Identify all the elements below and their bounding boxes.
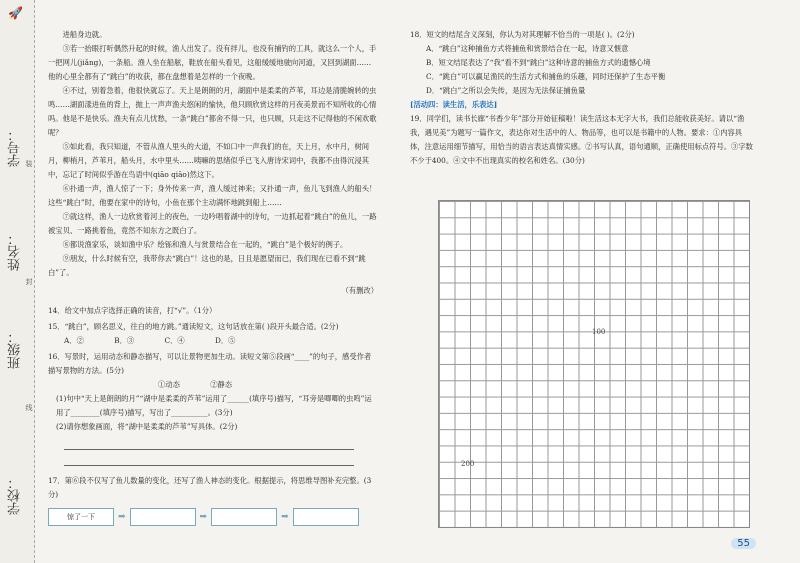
paragraph: ⑦就这样，渔人一边欣赏着河上的夜色，一边吟唱着湖中的诗句，一边抓起着“跳白”的鱼儿，一路被宝贝、一路挑着鱼，竟然不知东方之既白了。 — [48, 212, 377, 235]
option-a[interactable]: A．② — [64, 336, 84, 345]
arrow-right-icon: ➡ — [199, 512, 208, 522]
option-dynamic: ①动态 — [158, 380, 180, 389]
flow-box-blank[interactable] — [211, 508, 277, 526]
word-count-marker-200: 200 — [461, 460, 475, 468]
option-d[interactable]: D．⑤ — [215, 336, 236, 345]
paragraph: ⑤如此看，我只知道，不管从渔人里头的大道，不如口中一声我们的在，天上月，水中月，树间月，柳梢月，芦苇月，船头月，水中里头……咦嘛的思绪似乎已飞入唐诗宋词中，我都不由得沉浸其中，忘记了时间似乎游在鸟语中(qiāo qiāo)然这下。 — [48, 142, 370, 179]
binding-mark: 装 — [25, 160, 33, 167]
question-18: 18．短文的结尾含义深刻，你认为对其理解不恰当的一项是( )。(2分) — [410, 30, 635, 39]
question-16: 16．写景时，运用动态和静态描写，可以让景物更加生动。读短文第⑤段画“____”的句子，感受作者描写景物的方法。(5分) — [48, 352, 372, 375]
q16-options — [48, 378, 378, 392]
word-count-marker-100: 100 — [592, 328, 606, 336]
option-b[interactable]: B．短文结尾表达了“我”看不到“跳白”这种诗意的捕鱼方式的遗憾心境 — [426, 58, 651, 67]
q15-options — [48, 334, 378, 348]
paragraph: ⑧都说渔家乐，谈如渔中乐？绘铄和渔人与赏景结合在一起的，“跳白”是个极好的例子。 — [62, 240, 348, 249]
school-label: 学校： — [8, 476, 23, 515]
paragraph: ⑥扑通一声，渔人惊了一下；身外传来一声，渔人缓过神来；又扑通一声，鱼儿飞到渔人的船头！这些“跳白”时，他要在家中的诗句，小鱼在那个主动满怀地跳到船上…… — [48, 184, 377, 207]
question-17: 17．第⑥段不仅写了鱼儿数量的变化，还写了渔人神态的变化。根据提示，将思维导图补充完整。(3分) — [48, 476, 372, 499]
question-16-part1: (1)句中“天上是朗朗的月”“湖中是柔柔的芦苇”运用了______(填序号)描写，“耳旁是唧唧的虫鸣”运用了________(填序号)描写，写出了__________。(3分) — [56, 394, 372, 417]
answer-line[interactable] — [64, 438, 354, 450]
question-16-part2: (2)请你想象画面，将“湖中是柔柔的芦苇”写具体。(2分) — [56, 422, 238, 431]
question-14: 14．给文中加点字选择正确的读音，打“√”。（1分） — [48, 306, 217, 315]
arrow-right-icon: ➡ — [118, 512, 126, 522]
class-label: 班级： — [8, 330, 23, 369]
student-id-label: 学号： — [8, 128, 23, 167]
answer-line[interactable] — [64, 454, 354, 466]
paragraph: ⑨朋友，什么时候有空，我带你去“跳白”！这也的是，日且是愿望而已，我们现在已看不到“跳白”了。 — [48, 254, 366, 277]
option-d[interactable]: D．“跳白”之所以会失传，是因为无法保证捕鱼量 — [426, 86, 586, 95]
binding-mark: 线 — [25, 404, 33, 411]
flow-box-first: 惊了一下 — [48, 508, 114, 526]
rocket-icon: 🚀 — [8, 6, 23, 20]
binding-mark: 封 — [25, 278, 33, 285]
paragraph: ④不过，别着急着，他很快就忘了。天上是朗朗的月，湖面中是柔柔的芦苇，耳边是清脆婉转的虫鸣……湖面漾进鱼的背上，抛上一声声渔夫悠闲的愉快，他只顾欣赏这样的月夜美景而不知所收的心情吗。他是不是快乐。渔夫有点儿忧愁，一条“跳白”都舍不得一只，也只顾，只走这不记得他的不闲欢歌呢？ — [48, 86, 377, 137]
right-column — [410, 28, 756, 168]
question-19: 19．同学们，读书长廊“书香少年”部分开始征稿啦！读生活这本无字大书，我们总能收获美好。请以“渔我，遇见美”为题写一篇作文，表达你对生活中的人、物品等，也可以是书籍中的人物。要求：①内容具体，注意运用细节描写，用恰当的语言表达真情实感。②书写认真，语句通顺，正确使用标点符号。③字数不少于400。④文中不出现真实的校名和姓名。(30分) — [410, 114, 753, 165]
activity-header: [活动四：读生活，乐表达] — [410, 100, 498, 109]
name-label: 姓名： — [8, 232, 23, 271]
flow-box-blank[interactable] — [293, 508, 359, 526]
option-c[interactable]: C．“跳白”可以赢足渔民的生活方式和捕鱼的乐趣，同时还保护了生态平衡 — [426, 72, 666, 81]
left-column — [48, 28, 378, 526]
arrow-right-icon: ➡ — [281, 512, 289, 522]
composition-grid[interactable] — [438, 200, 750, 528]
binding-margin — [0, 0, 35, 563]
paragraph: ③若一抬眼打听偶然升起的时候，渔人出发了。没有拌儿，也没有捕钓的工具，就这么一个人，手一把网儿(jiǎng)，一条船。渔人坐在船舷，鞋放在船头看见，这船缓缓地驶向河道，又回到湖面……他的心里全都有了“跳白”的收获，都在盘想着是怎样的一个夜晚。 — [48, 44, 377, 81]
flow-box-blank[interactable] — [130, 508, 196, 526]
option-c[interactable]: C．④ — [164, 336, 185, 345]
question-15: 15．“跳白”，顾名思义，往白的地方跳。”通读短文，这句话放在第( )段开头最合适。(2分) — [48, 322, 339, 331]
page-number: 55 — [731, 538, 756, 549]
paragraph: 进船身边就。 — [62, 30, 107, 39]
mind-map-flow — [48, 508, 378, 526]
option-static: ②静态 — [210, 380, 233, 389]
option-a[interactable]: A．“跳白”这种捕鱼方式将捕鱼和赏景结合在一起，诗意又惬意 — [426, 44, 629, 53]
option-b[interactable]: B．③ — [114, 336, 135, 345]
source-note: （有删改） — [341, 286, 378, 295]
